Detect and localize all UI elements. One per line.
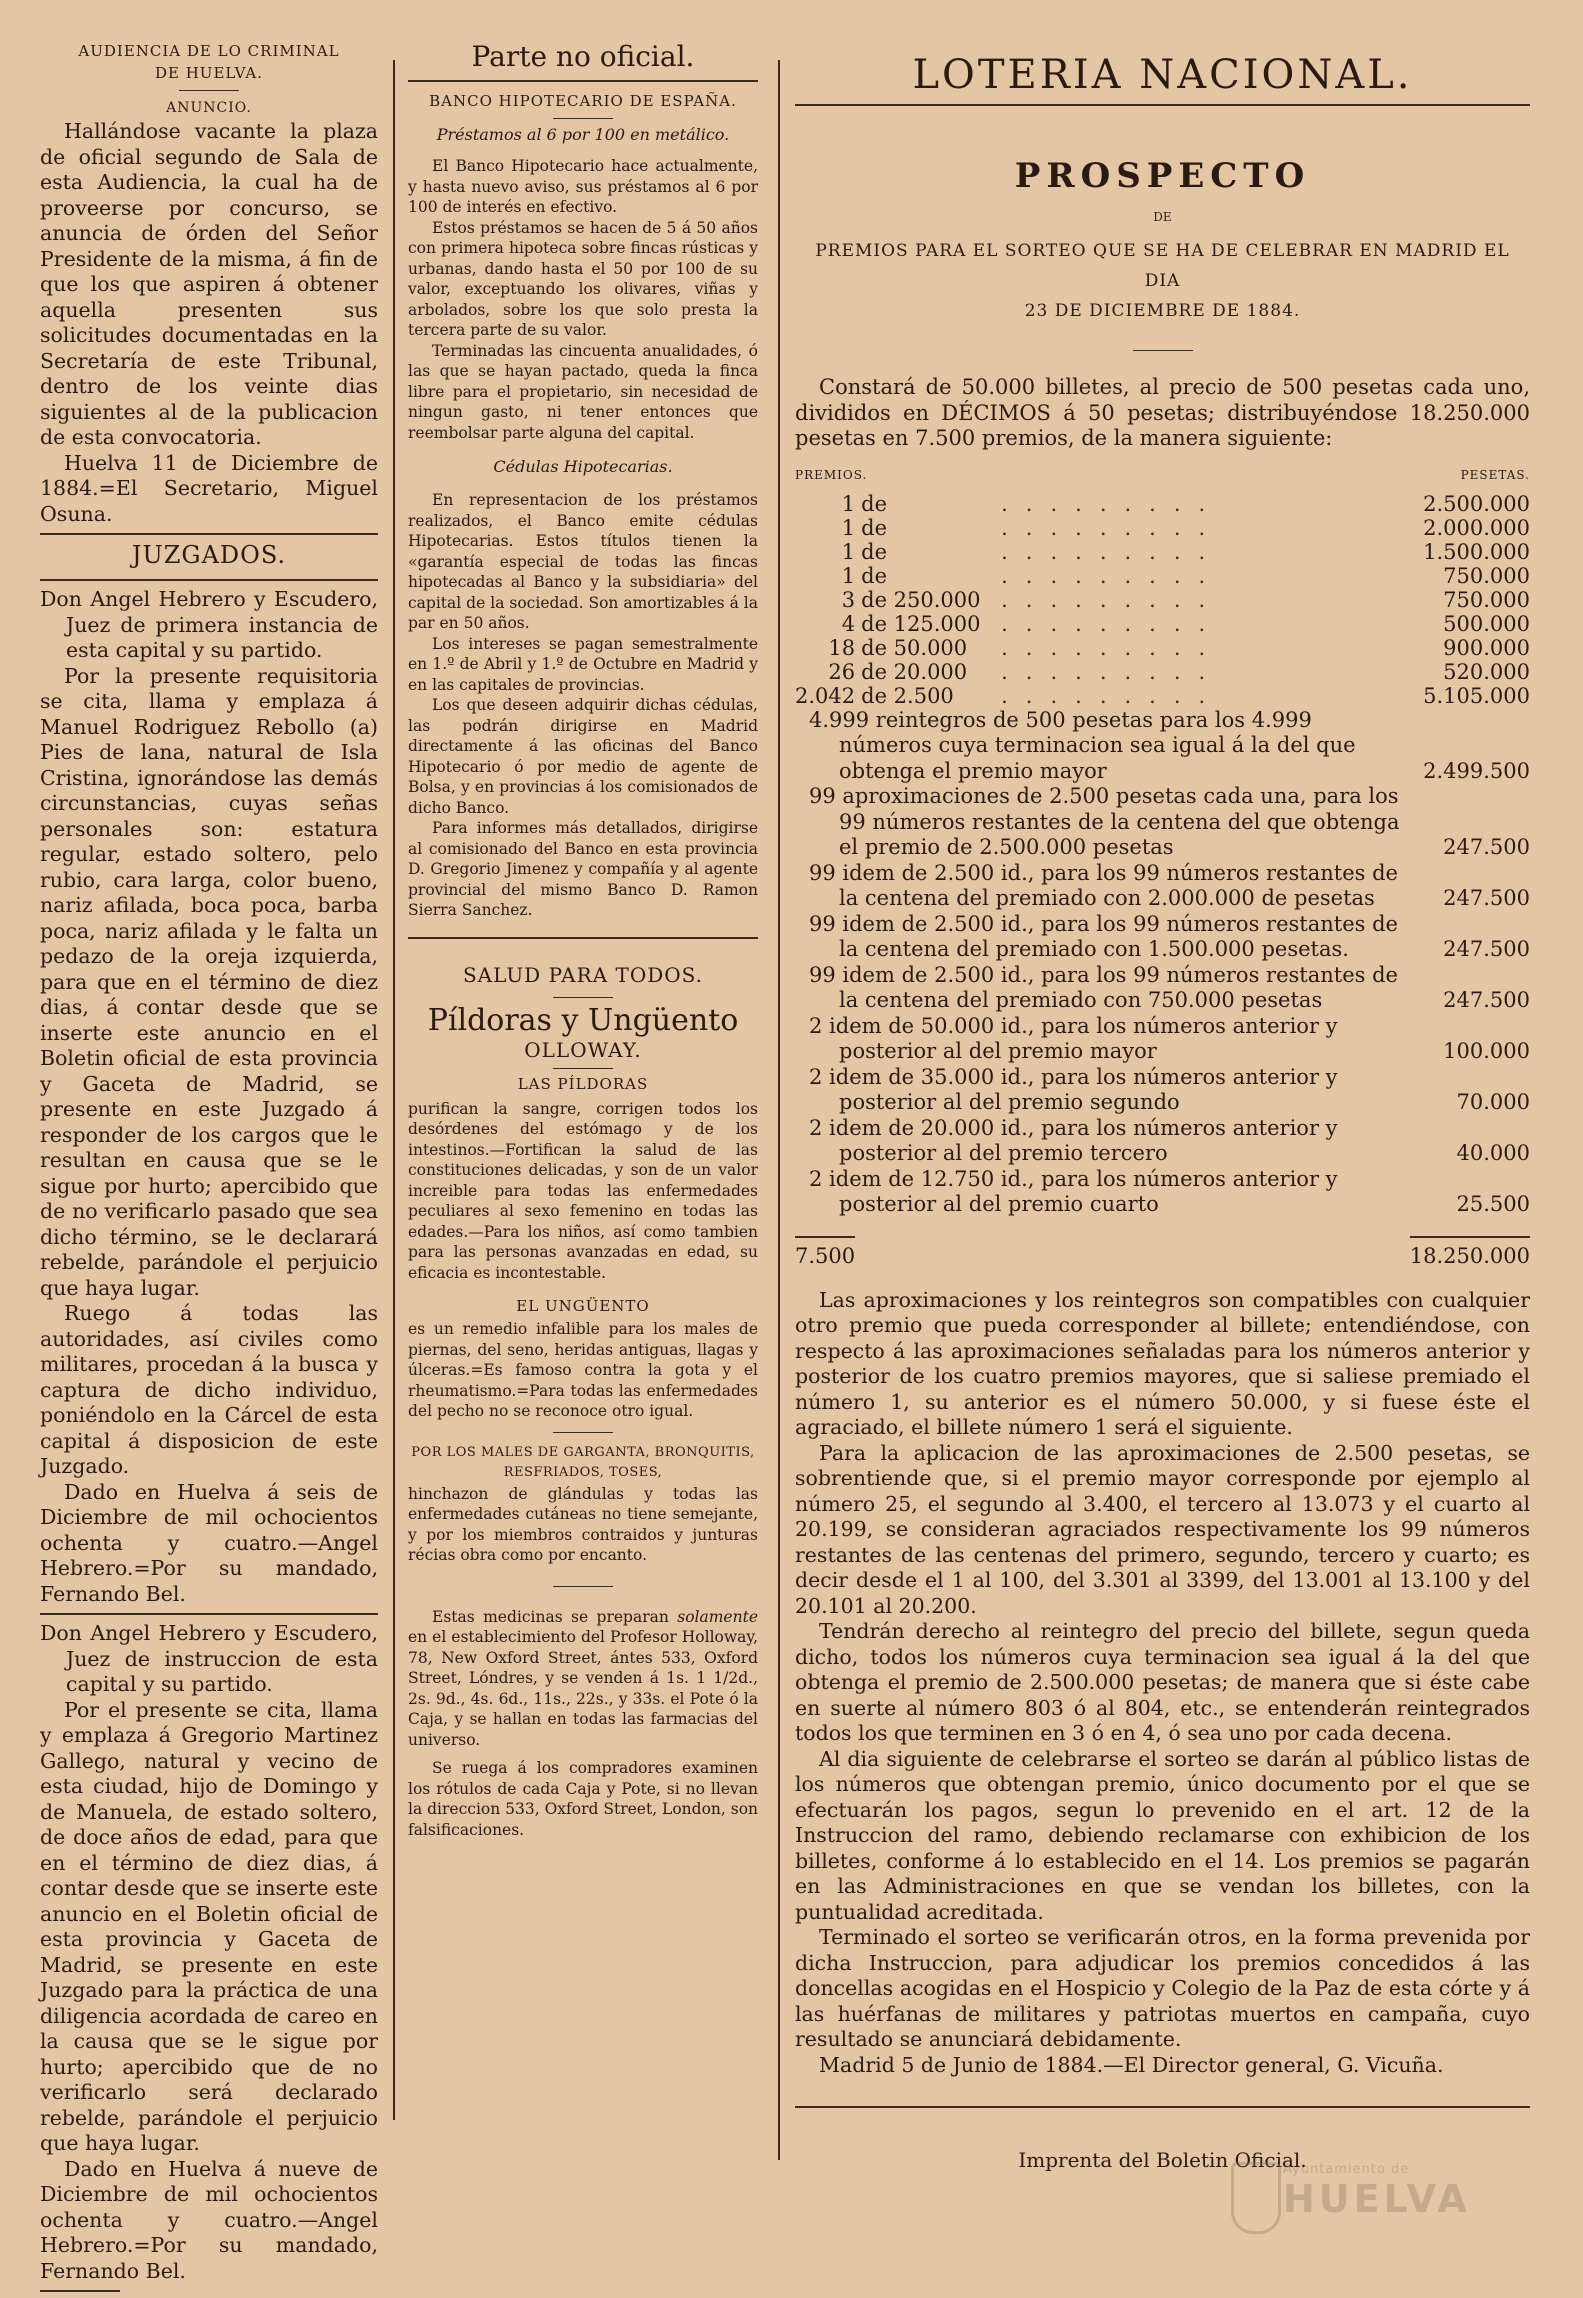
prize-detail-text: 2 idem de 20.000 id., para los números anterior y posterior al del premio tercero [809, 1115, 1338, 1165]
lottery-paragraph: Al dia siguiente de celebrarse el sorteo se darán al público listas de los números que obtengan premio, único documento por el que se efectuarán los pagos, segun lo prevenido en el art. 12 de la Instruccion del ramo, debiendo reclamarse con exhibicion de los billetes, conforme á lo establecido en el 14. Los premios se pagarán en las Administraciones en que se vendan los billetes, con la puntualidad acreditada. [795, 1746, 1530, 1924]
watermark-line1: Ayuntamiento de [1283, 2162, 1410, 2177]
prospecto-title: PROSPECTO [1014, 156, 1311, 196]
juzgado2-heading: Don Angel Hebrero y Escudero, Juez de instruccion de esta capital y su partido. [40, 1621, 378, 1696]
juzgado1-signature: Dado en Huelva á seis de Diciembre de mil ochocientos ochenta y cuatro.—Angel Hebrero.=Por su mandado, Fernando Bel. [40, 1479, 378, 1606]
prize-count: 1 [841, 515, 856, 540]
prize-detail-text: 99 idem de 2.500 id., para los 99 números restantes de la centena del premiado con 2.000.000 de pesetas [809, 860, 1398, 910]
heading-rule [1133, 350, 1193, 351]
prize-amount: 750.000 [1443, 563, 1530, 588]
lottery-signature: Madrid 5 de Junio de 1884.—El Director general, G. Vicuña. [819, 2052, 1444, 2077]
lottery-intro: Constará de 50.000 billetes, al precio de 500 pesetas cada uno, divididos en DÉCIMOS á 50 pesetas; distribuyéndose 18.250.000 pesetas en 7.500 premios, de la manera siguiente: [795, 375, 1530, 450]
juzgado1-heading: Don Angel Hebrero y Escudero, Juez de primera instancia de esta capital y su partido. [40, 587, 378, 662]
unguento-rule [553, 1432, 613, 1433]
prize-detail [795, 1116, 1530, 1167]
holloway-title: OLLOWAY. [524, 1037, 642, 1062]
prize-detail [795, 1167, 1530, 1218]
prize-desc: de 125.000 [861, 611, 981, 636]
prize-desc: de [861, 515, 887, 540]
bank-paragraph: Estos préstamos se hacen de 5 á 50 años con primera hipoteca sobre fincas rústicas y urbanas, dando hasta el 50 por 100 de su valor, exceptuando los olivares, viñas y arbolados, sobre los que solo presta la tercera parte de su valor. [408, 218, 758, 339]
prize-row [795, 660, 1530, 684]
prize-detail-text: 2 idem de 50.000 id., para los números anterior y posterior al del premio mayor [809, 1013, 1338, 1063]
prize-amount: 750.000 [1443, 587, 1530, 612]
juzgado2-signature: Dado en Huelva á nueve de Diciembre de mil ochocientos ochenta y cuatro.—Angel Hebrero.=Por su mandado, Fernando Bel. [40, 2156, 378, 2283]
prize-count: 18 [828, 635, 856, 660]
lottery-paragraph: Tendrán derecho al reintegro del precio del billete, segun queda dicho, todos los números cuya terminacion sea igual á la del que obtenga el premio de 2.500.000 pesetas; de manera que si éste cabe en suerte al número 803 ó al 804, etc., se entenderán reintegrados todos los que terminen en 3 ó en 4, ó sea uno por cada decena. [795, 1619, 1530, 1745]
leader-dots: ......... [1001, 587, 1224, 612]
garganta-text: hinchazon de glándulas y todas las enfermedades cutáneas no tiene semejante, y por los miembros contraidos y junturas récias obra como por encanto. [408, 1484, 758, 1564]
pesetas-column-header: PESETAS. [1460, 467, 1530, 482]
column-divider-2 [778, 60, 780, 2160]
de-label: DE [1153, 210, 1172, 224]
prize-row [795, 684, 1530, 708]
prize-detail [795, 861, 1530, 912]
premios-heading-2: 23 DE DICIEMBRE DE 1884. [1024, 301, 1301, 321]
parte-no-oficial-title: Parte no oficial. [471, 40, 695, 73]
prize-detail-amount: 40.000 [1456, 1141, 1530, 1165]
juzgados-title: JUZGADOS. [131, 541, 287, 569]
prize-detail [795, 1014, 1530, 1065]
bank-paragraph: El Banco Hipotecario hace actualmente, y hasta nuevo aviso, sus préstamos al 6 por 100 de interés en efectivo. [408, 157, 758, 216]
holloway-rule [553, 1068, 613, 1069]
column-1 [40, 40, 378, 2298]
loteria-title: LOTERIA NACIONAL. [912, 52, 1413, 98]
prize-detail-text: 99 aproximaciones de 2.500 pesetas cada una, para los 99 números restantes de la centena del que obtenga el premio de 2.500.000 pesetas [809, 784, 1400, 859]
prize-detail-text: 4.999 reintegros de 500 pesetas para los 4.999 números cuya terminacion sea igual á la del que obtenga el premio mayor [809, 707, 1356, 783]
las-pildoras-title: LAS PÍLDORAS [517, 1074, 649, 1093]
cedulas-title: Cédulas Hipotecarias. [493, 457, 673, 476]
prize-desc: de [861, 563, 887, 588]
header-divider [179, 90, 239, 91]
prizes-totals [795, 1236, 1530, 1268]
leader-dots: ......... [1001, 611, 1224, 636]
prize-row [795, 588, 1530, 612]
garganta-heading: POR LOS MALES DE GARGANTA, BRONQUITIS, RESFRIADOS, TOSES, [411, 1444, 755, 1480]
prize-row [795, 612, 1530, 636]
section-divider [40, 1613, 378, 1615]
prize-detail [795, 912, 1530, 963]
prize-count: 1 [841, 491, 856, 516]
prizes-table [795, 492, 1530, 708]
lottery-paragraph: Para la aplicacion de las aproximaciones de 2.500 pesetas, se sobrentiende que, si el premio mayor corresponde por ejemplo al número 25, el segundo al 3.400, el tercero al 13.073 y el cuarto al 20.199, se consideran agraciados respectivamente los 99 números restantes de las centenas del primero, segundo, tercero y cuarto; es decir desde el 1 al 100, del 3.301 al 3399, del 13.001 al 13.100 y del 20.101 al 20.200. [795, 1440, 1530, 1618]
prize-detail-amount: 247.500 [1443, 886, 1530, 910]
prize-detail-amount: 2.499.500 [1423, 758, 1530, 783]
prize-desc: de [861, 539, 887, 564]
prize-detail-amount: 100.000 [1443, 1039, 1530, 1063]
prize-count: 26 [828, 659, 856, 684]
bank-rule [553, 118, 613, 119]
anuncio-body: Hallándose vacante la plaza de oficial segundo de Sala de esta Audiencia, la cual ha de proveerse por concurso, se anuncia de órden del Señor Presidente de la misma, á fin de que los que aspiren á obtener aquella presenten sus solicitudes documentadas en la Secretaría de este Tribunal, dentro de los veinte dias siguientes al de la publicacion de esta convocatoria. [40, 119, 378, 449]
prize-detail-text: 2 idem de 12.750 id., para los números anterior y posterior al del premio cuarto [809, 1166, 1338, 1216]
title-rule [408, 80, 758, 82]
leader-dots: ......... [1001, 515, 1224, 540]
prize-desc: de 2.500 [861, 683, 954, 708]
leader-dots: ......... [1001, 563, 1224, 588]
prize-desc: de 250.000 [861, 587, 981, 612]
cedulas-paragraph: Para informes más detallados, dirigirse al comisionado del Banco en esta provincia D. Gregorio Jimenez y compañía y al agente provincial del mismo Banco D. Ramon Sierra Sanchez. [408, 819, 758, 919]
prize-row [795, 636, 1530, 660]
prize-amount: 520.000 [1443, 659, 1530, 684]
pildoras-title: Píldoras y Ungüento [427, 1002, 739, 1038]
huelva-header: DE HUELVA. [154, 64, 263, 82]
juzgado1-paragraph: Ruego á todas las autoridades, así civiles como militares, procedan á la busca y captura de dicho individuo, poniéndolo en la Cárcel de esta capital á disposicion de este Juzgado. [40, 1301, 378, 1478]
cedulas-paragraph: Los que deseen adquirir dichas cédulas, las podrán dirigirse en Madrid directamente á las oficinas del Banco Hipotecario ó por medio de agente de Bolsa, y en provincias á los comisionados de dicho Banco. [408, 696, 758, 817]
prize-row [795, 492, 1530, 516]
prize-count: 4 [841, 611, 856, 636]
prize-detail-amount: 247.500 [1443, 988, 1530, 1012]
section-divider [408, 937, 758, 939]
shield-icon [1231, 2162, 1281, 2234]
juzgado2-paragraph: Por el presente se cita, llama y emplaza á Gregorio Martinez Gallego, natural y vecino de esta ciudad, hijo de Domingo y de Manuela, de estado soltero, de doce años de edad, para que en el término de diez dias, á contar desde que se inserte este anuncio en el Boletin oficial de esta provincia y Gaceta de Madrid, se presente en este Juzgado para la práctica de una diligencia acordada de careo en la causa que se le sigue por hurto; apercibido que de no verificarlo será declarado rebelde, parándole el perjuicio que haya lugar. [40, 1697, 378, 2155]
column-3 [795, 40, 1530, 2172]
prize-amount: 2.500.000 [1423, 491, 1530, 516]
salud-title: SALUD PARA TODOS. [462, 962, 704, 987]
premios-column-header: PREMIOS. [795, 467, 868, 482]
cedulas-paragraph: En representacion de los préstamos realizados, el Banco emite cédulas Hipotecarias. Estos títulos tienen la «garantía especial de todas las fincas hipotecadas al Banco y la subsidiaria» del capital de la sociedad. Son amortizables á la par en 50 años. [408, 491, 758, 632]
column-divider-1 [393, 60, 395, 2120]
leader-dots: ......... [1001, 635, 1224, 660]
el-unguento-title: EL UNGÜENTO [516, 1297, 650, 1315]
prize-count: 3 [841, 587, 856, 612]
juzgado1-paragraph: Por la presente requisitoria se cita, llama y emplaza á Manuel Rodriguez Rebollo (a) Pies de lana, natural de Isla Cristina, ignorándose las demás circunstancias, cuyas señas personales son: estatura regular, estado soltero, pelo rubio, cara larga, color bueno, nariz afilada, boca poca, barba poca, nariz afilada y le falta un pedazo de la oreja izquierda, para que en el término de diez dias, á contar desde que se inserte este anuncio en el Boletin oficial de esta provincia y Gaceta de Madrid, se presente en este Juzgado á responder de los cargos que le resultan en causa que se le sigue por hurto; apercibido que de no verificarlo pasado que sea dicho término, se le declarará rebelde, parándole el perjuicio que haya lugar. [40, 663, 378, 1300]
imprenta-footer: Imprenta del Boletin Oficial. [1018, 2148, 1307, 2172]
prize-detail-text: 99 idem de 2.500 id., para los 99 números restantes de la centena del premiado con 750.000 pesetas [809, 962, 1398, 1012]
watermark-line2: HUELVA [1283, 2177, 1471, 2221]
total-pesetas: 18.250.000 [1410, 1236, 1530, 1268]
archive-watermark [1283, 2162, 1523, 2232]
leader-dots: ......... [1001, 539, 1224, 564]
prize-desc: de 50.000 [861, 635, 968, 660]
leader-dots: ......... [1001, 659, 1224, 684]
title-rule [795, 104, 1530, 106]
prize-amount: 5.105.000 [1423, 683, 1530, 708]
prize-amount: 900.000 [1443, 635, 1530, 660]
prize-detail [795, 963, 1530, 1014]
prize-detail-amount: 70.000 [1456, 1090, 1530, 1114]
bank-title: BANCO HIPOTECARIO DE ESPAÑA. [429, 92, 737, 110]
garganta-rule [553, 1586, 613, 1587]
prize-desc: de [861, 491, 887, 516]
prize-details [795, 708, 1530, 1218]
prize-amount: 2.000.000 [1423, 515, 1530, 540]
leader-dots: ......... [1001, 683, 1224, 708]
prize-amount: 1.500.000 [1423, 539, 1530, 564]
ruega-text: Se ruega á los compradores examinen los rótulos de cada Caja y Pote, si no llevan la direccion 533, Oxford Street, London, son falsificaciones. [408, 1759, 759, 1839]
medicinas-text: Estas medicinas se preparan solamente en el establecimiento del Profesor Holloway, 78, New Oxford Street, ántes 533, Oxford Street, Lóndres, y se venden á 1s. 1 1/2d., 2s. 9d., 4s. 6d., 11s., 22s., y 33s. el Pote ó la Caja, y se hallan en todas las farmacias del universo. [408, 1607, 758, 1749]
lottery-paragraph: Las aproximaciones y los reintegros son compatibles con cualquier otro premio que pueda corresponder al billete; entendiéndose, con respecto á las aproximaciones señaladas para los números anterior y posterior de los cuatro premios mayores, que si saliese premiado el número 1, su anterior es el número 50.000, y si fuese éste el agraciado, el billete número 1 será el siguiente. [795, 1287, 1530, 1439]
prize-row [795, 564, 1530, 588]
audiencia-header: AUDIENCIA DE LO CRIMINAL [78, 42, 340, 60]
salud-rule [553, 997, 613, 998]
prize-count: 1 [841, 539, 856, 564]
bank-paragraph: Terminadas las cincuenta anualidades, ó las que se hayan pactado, queda la finca libre para el propietario, sin necesidad de ningun gasto, ni tener entonces que reembolsar parte alguna del capital. [408, 341, 758, 442]
anuncio-signature: Huelva 11 de Diciembre de 1884.=El Secretario, Miguel Osuna. [40, 450, 378, 526]
prize-detail [795, 784, 1530, 861]
prizes-column-headers [795, 468, 1530, 482]
pildoras-text: purifican la sangre, corrigen todos los desórdenes del estómago y de los intestinos.—Fortifican la salud de las constituciones delicadas, y son de un valor increible para todas las enfermedades peculiares al sexo femenino en todas las edades.—Para los niños, así como tambien para las personas avanzadas en edad, su eficacia es incontestable. [408, 1099, 758, 1282]
prize-detail-amount: 25.500 [1456, 1192, 1530, 1216]
prize-row [795, 516, 1530, 540]
prize-count: 2.042 [795, 683, 856, 708]
cedulas-paragraph: Los intereses se pagan semestralmente en 1.º de Abril y 1.º de Octubre en Madrid y en las capitales de provincias. [408, 634, 758, 694]
footer-rule [795, 2106, 1530, 2108]
anuncio-title: ANUNCIO. [166, 100, 252, 116]
prize-row [795, 540, 1530, 564]
prize-amount: 500.000 [1443, 611, 1530, 636]
total-premios: 7.500 [795, 1236, 855, 1268]
leader-dots: ......... [1001, 491, 1224, 516]
premios-heading-1: PREMIOS PARA EL SORTEO QUE SE HA DE CELEBRAR EN MADRID EL DIA [815, 241, 1510, 291]
unguento-text: es un remedio infalible para los males de piernas, del seno, heridas antiguas, llagas y úlceras.=Es famoso contra la gota y el rheumatismo.=Para todas las enfermedades del pecho no se reconoce otro igual. [408, 1320, 758, 1420]
column-2 [408, 40, 758, 1840]
lottery-paragraph: Terminado el sorteo se verificarán otros, en la forma prevenida por dicha Instruccion, para adjudicar los premios concedidos á las doncellas acogidas en el Hospicio y Colegio de la Paz de esta córte y á las huérfanas de militares y patriotas muertos en campaña, cuyo resultado se anunciará debidamente. [795, 1925, 1530, 2051]
prize-detail-amount: 247.500 [1443, 937, 1530, 961]
prize-desc: de 20.000 [861, 659, 968, 684]
prize-detail-amount: 247.500 [1443, 835, 1530, 859]
prize-detail-text: 2 idem de 35.000 id., para los números anterior y posterior al del premio segundo [809, 1064, 1338, 1114]
prize-detail-text: 99 idem de 2.500 id., para los 99 números restantes de la centena del premiado con 1.500.000 pesetas. [809, 911, 1398, 961]
end-rule [40, 2290, 120, 2292]
prize-count: 1 [841, 563, 856, 588]
section-divider [40, 579, 378, 581]
bank-subtitle: Préstamos al 6 por 100 en metálico. [436, 125, 730, 144]
section-divider [40, 533, 378, 535]
prize-detail [795, 1065, 1530, 1116]
prize-detail [795, 708, 1530, 785]
